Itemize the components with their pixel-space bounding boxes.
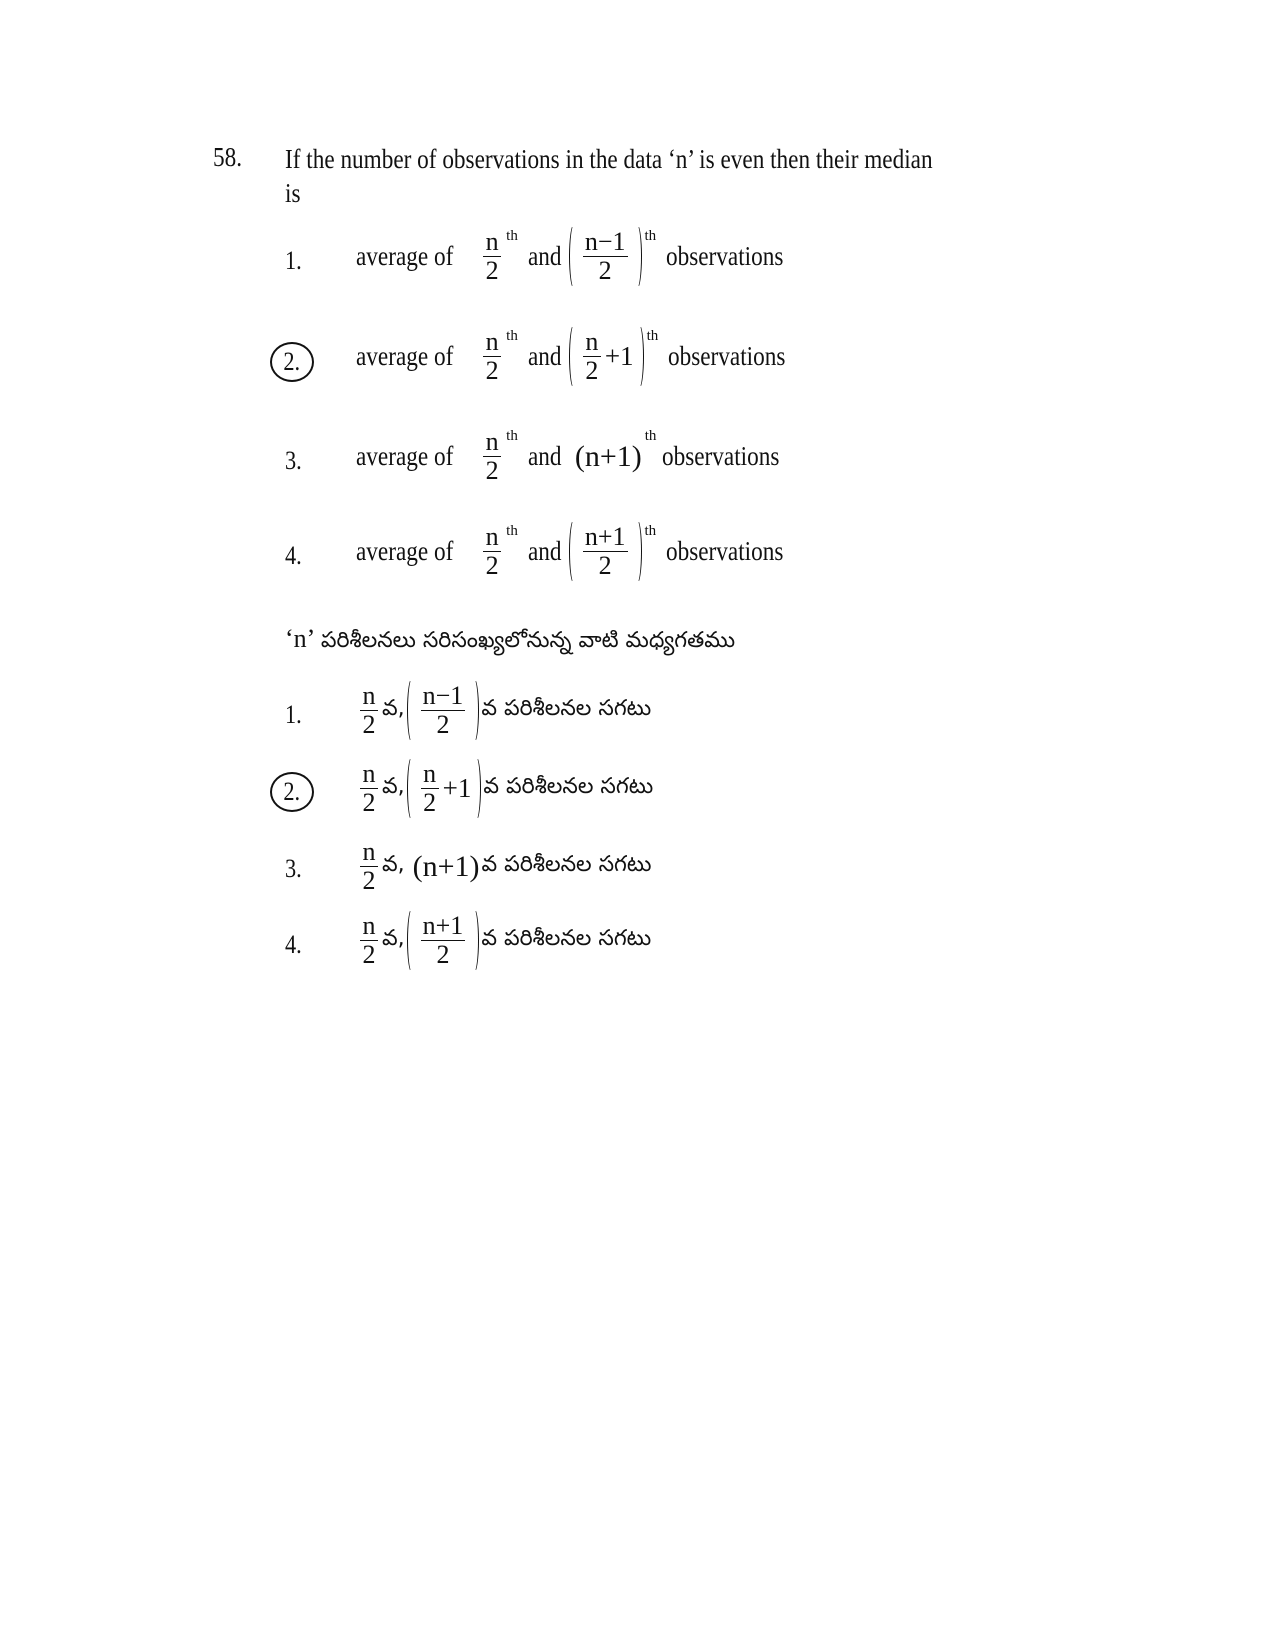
- option-body: $\frac{n}{2}$ వ, $\frac{n-1}{2}$ వ పరిశీలనల సగటు: [356, 682, 651, 739]
- option-body: average of $\frac{n}{2}$ th and $\frac{n+1}{2}$ th observations: [356, 522, 784, 580]
- option-en-1[interactable]: [0, 228, 1275, 298]
- fraction-n-over-2: $\frac{n}{2}$: [360, 838, 378, 895]
- parenthesized-fraction: $\frac{n+1}{2}$: [569, 523, 642, 580]
- option-en-2[interactable]: [0, 328, 1275, 398]
- option-te-2[interactable]: [0, 760, 1275, 830]
- option-label: 3.: [285, 854, 302, 883]
- fraction-n-over-2: $\frac{n}{2}$: [483, 523, 501, 580]
- fraction-n-over-2: $\frac{n}{2}$: [483, 428, 501, 485]
- option-body: average of $\frac{n}{2}$ th and $\frac{n-1}{2}$ th observations: [356, 227, 784, 285]
- option-label: 1.: [285, 246, 302, 275]
- inline-expression: (n+1): [412, 849, 480, 883]
- option-te-1[interactable]: [0, 682, 1275, 752]
- option-label: 1.: [285, 700, 302, 729]
- option-connector: and: [527, 241, 562, 271]
- option-body: $\frac{n}{2}$ వ, $\frac{n+1}{2}$ వ పరిశీలనల సగటు: [356, 912, 651, 969]
- circled-answer-marker: 2.: [270, 342, 314, 382]
- circled-answer-marker: 2.: [270, 772, 314, 812]
- option-prefix: average of: [356, 241, 454, 271]
- option-body: $\frac{n}{2}$ వ, $\frac{n}{2}$ +1 వ పరిశీలనల సగటు: [356, 760, 653, 817]
- option-te-3[interactable]: [0, 838, 1275, 908]
- option-label: 3.: [285, 446, 302, 475]
- question-text-te: ‘n’ పరిశీలనలు సరిసంఖ్యలోనున్న వాటి మధ్యగతము: [285, 624, 736, 653]
- parenthesized-fraction: $\frac{n-1}{2}$: [569, 228, 642, 285]
- fraction-n-over-2: $\frac{n}{2}$: [360, 912, 378, 969]
- fraction-n-over-2: $\frac{n}{2}$: [483, 228, 501, 285]
- option-label: 4.: [285, 541, 302, 570]
- fraction-n-over-2: $\frac{n}{2}$: [360, 682, 378, 739]
- option-body: average of $\frac{n}{2}$ th and $\frac{n}{2}$ +1 th observations: [356, 327, 786, 385]
- option-en-3[interactable]: [0, 428, 1275, 498]
- inline-expression: (n+1): [574, 439, 642, 473]
- option-body: $\frac{n}{2}$ వ, (n+1) వ పరిశీలనల సగటు: [356, 838, 651, 895]
- question-number: 58.: [213, 142, 243, 172]
- fraction-n-over-2: $\frac{n}{2}$: [483, 328, 501, 385]
- option-te-4[interactable]: [0, 912, 1275, 982]
- parenthesized-fraction: $\frac{n-1}{2}$: [407, 682, 480, 739]
- option-en-4[interactable]: [0, 523, 1275, 593]
- option-label: 4.: [285, 930, 302, 959]
- option-suffix: observations: [666, 241, 784, 271]
- parenthesized-fraction: $\frac{n+1}{2}$: [407, 912, 480, 969]
- question-text-en: If the number of observations in the data ‘n’ is even then their median is: [285, 144, 933, 208]
- parenthesized-expression: $\frac{n}{2}$ +1: [569, 328, 644, 385]
- fraction-n-over-2: $\frac{n}{2}$: [360, 760, 378, 817]
- parenthesized-expression: $\frac{n}{2}$ +1: [407, 760, 482, 817]
- option-body: average of $\frac{n}{2}$ th and (n+1) th observations: [356, 427, 780, 485]
